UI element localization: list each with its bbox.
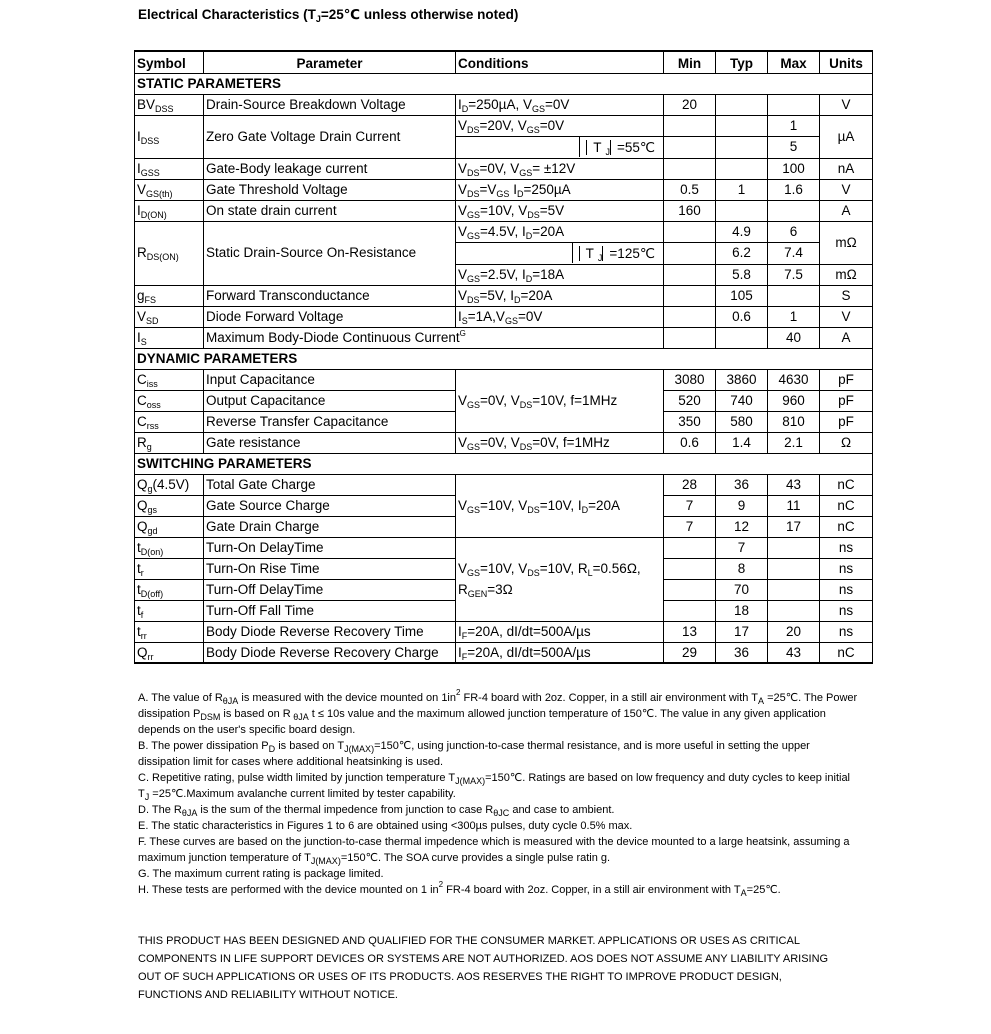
- symbol-cell: $Q_g(4.5V)$: [135, 474, 204, 495]
- typ-cell: 4.9: [716, 221, 768, 242]
- max-cell: 20: [768, 621, 820, 642]
- unit-cell: ns: [820, 579, 873, 600]
- unit-cell: V: [820, 179, 873, 200]
- symbol-cell: $Q_{gd}$: [135, 516, 204, 537]
- unit-cell: mΩ: [820, 221, 873, 264]
- min-cell: 7: [664, 495, 716, 516]
- max-cell: 1: [768, 306, 820, 327]
- symbol-cell: $C_{iss}$: [135, 369, 204, 390]
- typ-cell: 9: [716, 495, 768, 516]
- unit-cell: nC: [820, 642, 873, 663]
- max-cell: 40: [768, 327, 820, 348]
- table-row: [135, 474, 873, 495]
- header-typ: Typ: [716, 51, 768, 73]
- header-parameter: Parameter: [204, 51, 456, 73]
- section-row: [135, 453, 873, 474]
- typ-cell: [716, 158, 768, 179]
- unit-cell: V: [820, 94, 873, 115]
- symbol-cell: $Q_{gs}$: [135, 495, 204, 516]
- conditions-cell: $V_{DS}=5V$, $I_D=20A$: [456, 285, 664, 306]
- unit-cell: mΩ: [820, 264, 873, 285]
- unit-cell: V: [820, 306, 873, 327]
- table-row: [135, 432, 873, 453]
- unit-cell: ns: [820, 621, 873, 642]
- conditions-cell: [456, 242, 664, 264]
- symbol-cell: $g_{FS}$: [135, 285, 204, 306]
- section-switching: SWITCHING PARAMETERS: [135, 453, 873, 474]
- parameter-cell: Gate Threshold Voltage: [204, 179, 456, 200]
- min-cell: [664, 115, 716, 136]
- max-cell: 1: [768, 115, 820, 136]
- min-cell: 520: [664, 390, 716, 411]
- conditions-cell: $V_{GS}=2.5V$, $I_D=18A$: [456, 264, 664, 285]
- typ-cell: 70: [716, 579, 768, 600]
- typ-cell: 17: [716, 621, 768, 642]
- unit-cell: nC: [820, 474, 873, 495]
- parameter-cell: Turn-Off Fall Time: [204, 600, 456, 621]
- symbol-cell: $R_g$: [135, 432, 204, 453]
- parameter-cell: Turn-On DelayTime: [204, 537, 456, 558]
- unit-cell: pF: [820, 390, 873, 411]
- note-c: C. Repetitive rating, pulse width limited by junction temperature $T_{J(MAX)}=150℃$. Ratings are based on low frequency and duty cycles to keep initial $T_J$ =25℃.Maximum avalanche current limited by tester capability.: [138, 772, 850, 802]
- unit-cell: pF: [820, 411, 873, 432]
- typ-cell: [716, 327, 768, 348]
- min-cell: [664, 558, 716, 579]
- parameter-cell: Gate resistance: [204, 432, 456, 453]
- parameter-cell: Forward Transconductance: [204, 285, 456, 306]
- typ-cell: 5.8: [716, 264, 768, 285]
- unit-cell: ns: [820, 558, 873, 579]
- conditions-cell: $I_F=20A$, dI/dt=500A/µs: [456, 642, 664, 663]
- table-row: [135, 221, 873, 242]
- conditions-cell: $V_{GS}=10V$, $V_{DS}=5V$: [456, 200, 664, 221]
- min-cell: [664, 221, 716, 242]
- parameter-cell: Input Capacitance: [204, 369, 456, 390]
- max-cell: [768, 285, 820, 306]
- table-row: [135, 285, 873, 306]
- unit-cell: Ω: [820, 432, 873, 453]
- conditions-cell: $V_{GS}=0V$, $V_{DS}=10V$, f=1MHz: [456, 369, 664, 432]
- symbol-cell: $t_f$: [135, 600, 204, 621]
- min-cell: [664, 136, 716, 158]
- symbol-cell: $I_{DSS}$: [135, 115, 204, 158]
- symbol-cell: $C_{oss}$: [135, 390, 204, 411]
- max-cell: [768, 94, 820, 115]
- conditions-cell: $I_F=20A$, dI/dt=500A/µs: [456, 621, 664, 642]
- symbol-cell: $I_{D(ON)}$: [135, 200, 204, 221]
- min-cell: [664, 158, 716, 179]
- max-cell: [768, 537, 820, 558]
- page-title: Electrical Characteristics ($T_J=25℃$ unless otherwise noted): [138, 7, 519, 24]
- parameter-cell: Drain-Source Breakdown Voltage: [204, 94, 456, 115]
- unit-cell: ns: [820, 537, 873, 558]
- typ-cell: 8: [716, 558, 768, 579]
- max-cell: 7.4: [768, 242, 820, 264]
- footnotes: [138, 690, 858, 898]
- max-cell: 100: [768, 158, 820, 179]
- table-row: [135, 306, 873, 327]
- note-a: A. The value of $R_{\theta JA}$ is measured with the device mounted on $1in^2$ FR-4 board with 2oz. Copper, in a still air environment with $T_A$ =25℃. The Power dissipation $P_{DSM}$ is based on R $_{\theta JA}$ t ≤ 10s value and the maximum allowed junction temperature of 150℃. The value in any given application depends on the user's specific board design.: [138, 688, 858, 736]
- symbol-cell: $I_S$: [135, 327, 204, 348]
- symbol-cell: $Q_{rr}$: [135, 642, 204, 663]
- note-b: B. The power dissipation $P_D$ is based on $T_{J(MAX)}=150℃$, using junction-to-case thermal resistance, and is more useful in setting the upper dissipation limit for cases where additional heatsinking is used.: [138, 740, 810, 768]
- disclaimer-line: FUNCTIONS AND RELIABILITY WITHOUT NOTICE.: [138, 989, 398, 1001]
- typ-cell: 18: [716, 600, 768, 621]
- tj-condition: T $_J$ =55℃: [579, 137, 663, 157]
- symbol-cell: $R_{DS(ON)}$: [135, 221, 204, 285]
- max-cell: 17: [768, 516, 820, 537]
- parameter-cell: Output Capacitance: [204, 390, 456, 411]
- min-cell: 350: [664, 411, 716, 432]
- section-row: [135, 348, 873, 369]
- unit-cell: S: [820, 285, 873, 306]
- table-row: [135, 115, 873, 136]
- typ-cell: 1: [716, 179, 768, 200]
- disclaimer-line: THIS PRODUCT HAS BEEN DESIGNED AND QUALIFIED FOR THE CONSUMER MARKET. APPLICATIONS OR USES AS CRITICAL: [138, 935, 800, 947]
- min-cell: [664, 600, 716, 621]
- header-conditions: Conditions: [456, 51, 664, 73]
- header-min: Min: [664, 51, 716, 73]
- parameter-cell: Static Drain-Source On-Resistance: [204, 221, 456, 285]
- table-header-row: [135, 51, 873, 73]
- min-cell: 0.5: [664, 179, 716, 200]
- symbol-cell: $t_r$: [135, 558, 204, 579]
- parameter-cell: Total Gate Charge: [204, 474, 456, 495]
- table-row: [135, 200, 873, 221]
- parameter-cell: Gate-Body leakage current: [204, 158, 456, 179]
- parameter-cell: Gate Source Charge: [204, 495, 456, 516]
- max-cell: 810: [768, 411, 820, 432]
- electrical-characteristics-table: [134, 50, 873, 664]
- note-g: G. The maximum current rating is package limited.: [138, 868, 384, 880]
- max-cell: 6: [768, 221, 820, 242]
- max-cell: 1.6: [768, 179, 820, 200]
- parameter-cell: Body Diode Reverse Recovery Time: [204, 621, 456, 642]
- table-row: [135, 369, 873, 390]
- note-d: D. The $R_{\theta JA}$ is the sum of the thermal impedence from junction to case $R_{\theta JC}$ and case to ambient.: [138, 804, 615, 818]
- note-e: E. The static characteristics in Figures 1 to 6 are obtained using <300µs pulses, duty cycle 0.5% max.: [138, 820, 633, 832]
- min-cell: [664, 537, 716, 558]
- max-cell: 960: [768, 390, 820, 411]
- max-cell: 5: [768, 136, 820, 158]
- unit-cell: nA: [820, 158, 873, 179]
- min-cell: 29: [664, 642, 716, 663]
- parameter-cell: Diode Forward Voltage: [204, 306, 456, 327]
- max-cell: 11: [768, 495, 820, 516]
- typ-cell: 3860: [716, 369, 768, 390]
- min-cell: [664, 285, 716, 306]
- symbol-cell: $t_{rr}$: [135, 621, 204, 642]
- parameter-cell: Maximum Body-Diode Continuous Current$^G$: [204, 327, 664, 348]
- table-row: [135, 94, 873, 115]
- max-cell: 43: [768, 642, 820, 663]
- disclaimer-line: COMPONENTS IN LIFE SUPPORT DEVICES OR SYSTEMS ARE NOT AUTHORIZED. AOS DOES NOT ASSUME ANY LIABILITY ARISING: [138, 953, 829, 965]
- unit-cell: µA: [820, 115, 873, 158]
- max-cell: [768, 579, 820, 600]
- typ-cell: 0.6: [716, 306, 768, 327]
- note-f: F. These curves are based on the junction-to-case thermal impedence which is measured with the device mounted to a large heatsink, assuming a maximum junction temperature of $T_{J(MAX)}=150℃$. The SOA curve provides a single pulse ratin g.: [138, 836, 850, 866]
- symbol-cell: $V_{GS(th)}$: [135, 179, 204, 200]
- min-cell: 7: [664, 516, 716, 537]
- conditions-cell: $V_{DS}=0V$, $V_{GS}= \pm 12V$: [456, 158, 664, 179]
- max-cell: 4630: [768, 369, 820, 390]
- table-row: [135, 327, 873, 348]
- unit-cell: nC: [820, 495, 873, 516]
- unit-cell: A: [820, 327, 873, 348]
- max-cell: [768, 558, 820, 579]
- table-row: [135, 621, 873, 642]
- parameter-cell: Gate Drain Charge: [204, 516, 456, 537]
- symbol-cell: $BV_{DSS}$: [135, 94, 204, 115]
- typ-cell: 36: [716, 642, 768, 663]
- min-cell: 20: [664, 94, 716, 115]
- unit-cell: nC: [820, 516, 873, 537]
- symbol-cell: $V_{SD}$: [135, 306, 204, 327]
- max-cell: [768, 600, 820, 621]
- conditions-cell: $V_{GS}=10V$, $V_{DS}=10V$, $I_D=20A$: [456, 474, 664, 537]
- max-cell: 2.1: [768, 432, 820, 453]
- symbol-cell: $C_{rss}$: [135, 411, 204, 432]
- typ-cell: 105: [716, 285, 768, 306]
- header-symbol: Symbol: [135, 51, 204, 73]
- min-cell: 13: [664, 621, 716, 642]
- unit-cell: pF: [820, 369, 873, 390]
- parameter-cell: Zero Gate Voltage Drain Current: [204, 115, 456, 158]
- parameter-cell: On state drain current: [204, 200, 456, 221]
- typ-cell: [716, 136, 768, 158]
- typ-cell: 36: [716, 474, 768, 495]
- parameter-cell: Reverse Transfer Capacitance: [204, 411, 456, 432]
- section-dynamic: DYNAMIC PARAMETERS: [135, 348, 873, 369]
- disclaimer: [138, 932, 878, 1004]
- min-cell: [664, 242, 716, 264]
- table-row: [135, 158, 873, 179]
- conditions-cell: $V_{GS}=10V$, $V_{DS}=10V$, $R_L=0.56\Omega$, $R_{GEN}=3\Omega$: [456, 537, 664, 621]
- min-cell: 28: [664, 474, 716, 495]
- typ-cell: [716, 115, 768, 136]
- symbol-cell: $t_{D(off)}$: [135, 579, 204, 600]
- conditions-cell: $V_{GS}=4.5V$, $I_D=20A$: [456, 221, 664, 242]
- parameter-cell: Body Diode Reverse Recovery Charge: [204, 642, 456, 663]
- unit-cell: A: [820, 200, 873, 221]
- conditions-cell: $V_{DS}=20V$, $V_{GS}=0V$: [456, 115, 664, 136]
- typ-cell: [716, 200, 768, 221]
- conditions-cell: $V_{GS}=0V$, $V_{DS}=0V$, f=1MHz: [456, 432, 664, 453]
- table-row: [135, 179, 873, 200]
- parameter-cell: Turn-Off DelayTime: [204, 579, 456, 600]
- typ-cell: 580: [716, 411, 768, 432]
- symbol-cell: $I_{GSS}$: [135, 158, 204, 179]
- conditions-cell: $V_{DS}=V_{GS}$ $I_D=250\mu A$: [456, 179, 664, 200]
- min-cell: [664, 306, 716, 327]
- max-cell: 43: [768, 474, 820, 495]
- conditions-cell: $I_S=1A,V_{GS}=0V$: [456, 306, 664, 327]
- disclaimer-line: OUT OF SUCH APPLICATIONS OR USES OF ITS PRODUCTS. AOS RESERVES THE RIGHT TO IMPROVE PRODUCT DESIGN,: [138, 971, 782, 983]
- note-h: H. These tests are performed with the device mounted on 1 $in^2$ FR-4 board with 2oz. Copper, in a still air environment with $T_A=25℃$.: [138, 880, 781, 898]
- parameter-cell: Turn-On Rise Time: [204, 558, 456, 579]
- header-units: Units: [820, 51, 873, 73]
- symbol-cell: $t_{D(on)}$: [135, 537, 204, 558]
- typ-cell: 7: [716, 537, 768, 558]
- min-cell: 160: [664, 200, 716, 221]
- typ-cell: 740: [716, 390, 768, 411]
- min-cell: [664, 579, 716, 600]
- min-cell: 0.6: [664, 432, 716, 453]
- header-max: Max: [768, 51, 820, 73]
- section-static: STATIC PARAMETERS: [135, 73, 873, 94]
- min-cell: 3080: [664, 369, 716, 390]
- typ-cell: 12: [716, 516, 768, 537]
- section-row: [135, 73, 873, 94]
- typ-cell: 1.4: [716, 432, 768, 453]
- table-row: [135, 642, 873, 663]
- conditions-cell: [456, 136, 664, 158]
- table-row: [135, 537, 873, 558]
- typ-cell: [716, 94, 768, 115]
- typ-cell: 6.2: [716, 242, 768, 264]
- max-cell: 7.5: [768, 264, 820, 285]
- conditions-cell: $I_D=250\mu A$, $V_{GS}=0V$: [456, 94, 664, 115]
- unit-cell: ns: [820, 600, 873, 621]
- min-cell: [664, 327, 716, 348]
- min-cell: [664, 264, 716, 285]
- max-cell: [768, 200, 820, 221]
- tj-condition: T $_J$ =125℃: [572, 243, 663, 263]
